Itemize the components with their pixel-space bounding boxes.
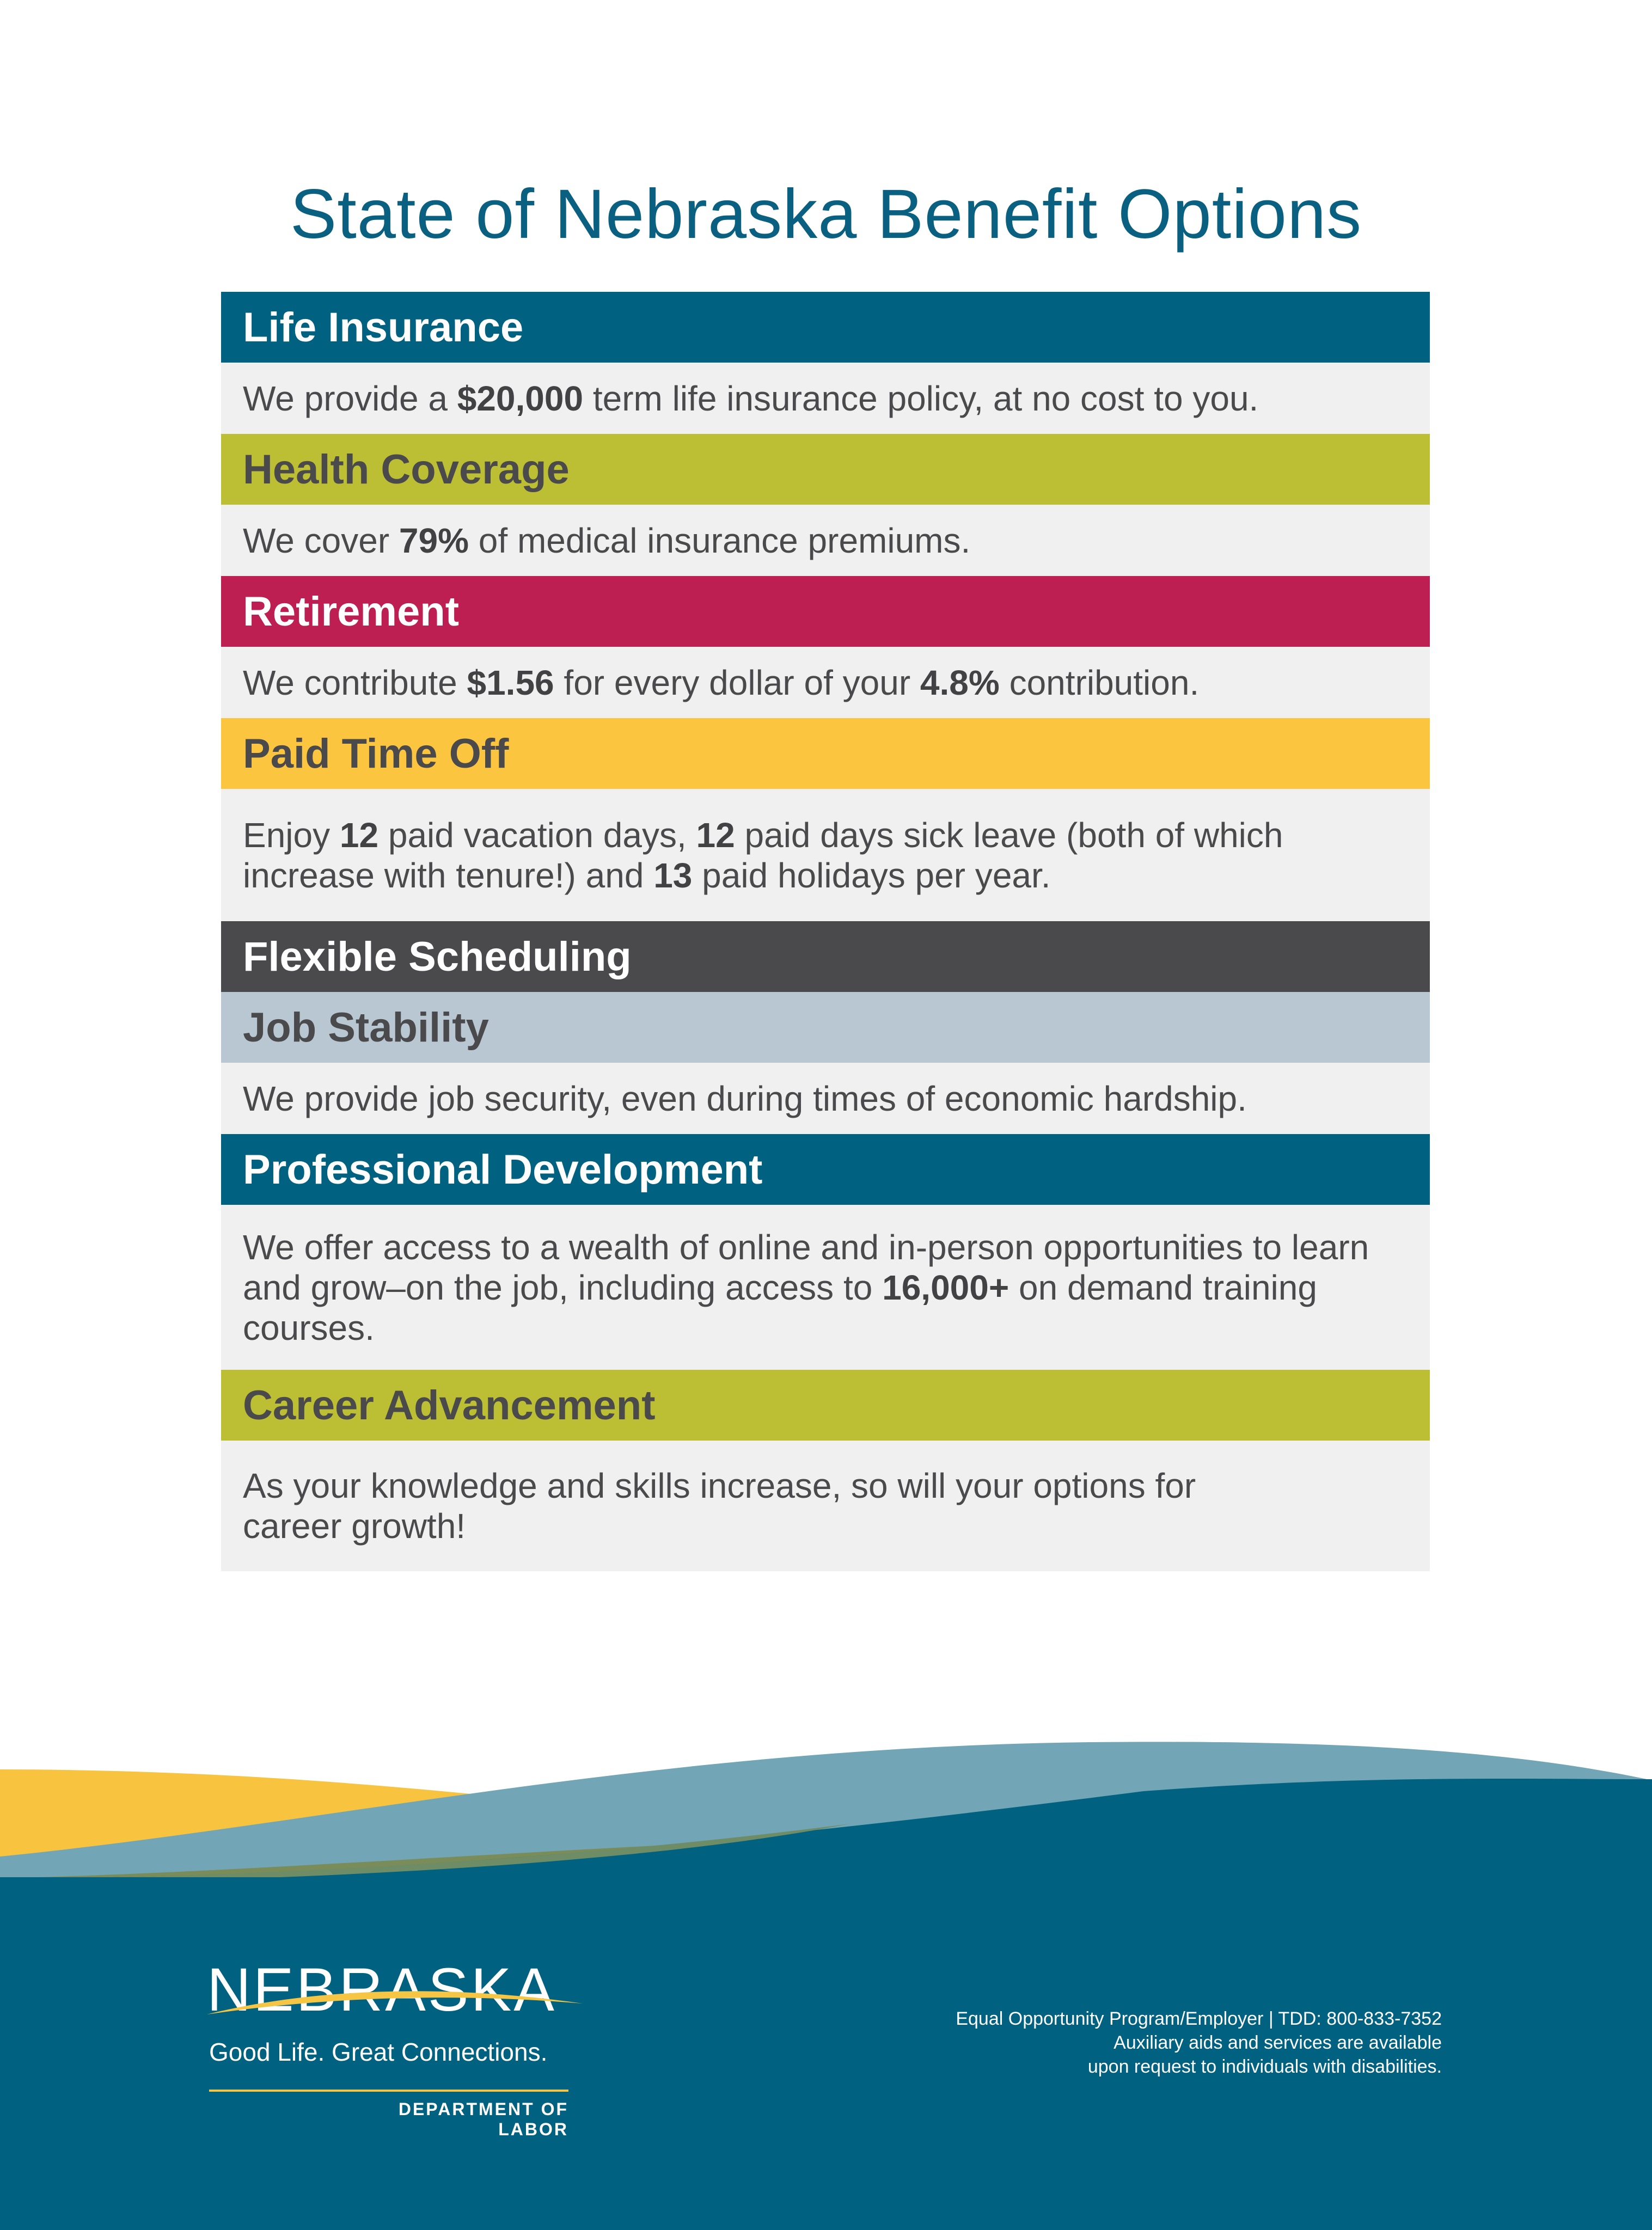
flexible-scheduling-heading: Flexible Scheduling — [221, 921, 1430, 992]
department-label: DEPARTMENT OF LABOR — [398, 2099, 568, 2139]
paid-time-off-heading: Paid Time Off — [221, 718, 1430, 789]
legal-notice — [956, 2007, 1442, 2079]
career-advancement-text: As your knowledge and skills increase, so will your options for career growth! — [221, 1441, 1430, 1571]
tagline: Good Life. Great Connections. — [209, 2038, 548, 2066]
health-coverage-heading: Health Coverage — [221, 434, 1430, 505]
professional-development-text: We offer access to a wealth of online and in-person opportunities to learn and grow–on the job, including access to 16,000+ on demand training courses. — [221, 1205, 1430, 1370]
logo-divider — [209, 2090, 568, 2092]
paid-time-off-text: Enjoy 12 paid vacation days, 12 paid days sick leave (both of which increase with tenure!) and 13 paid holidays per year. — [221, 789, 1430, 921]
life-insurance-heading: Life Insurance — [221, 292, 1430, 363]
legal-line-2: Auxiliary aids and services are available — [1113, 2032, 1442, 2053]
retirement-heading: Retirement — [221, 576, 1430, 647]
life-insurance-text: We provide a $20,000 term life insurance policy, at no cost to you. — [221, 363, 1430, 434]
legal-line-3: upon request to individuals with disabilities. — [1087, 2056, 1442, 2077]
benefit-list — [221, 292, 1430, 1571]
professional-development-heading: Professional Development — [221, 1134, 1430, 1205]
career-advancement-heading: Career Advancement — [221, 1370, 1430, 1441]
job-stability-text: We provide job security, even during times of economic hardship. — [221, 1063, 1430, 1134]
logo-swoosh-icon — [207, 1982, 588, 2020]
nebraska-logo: NEBRASKA — [207, 1956, 556, 2024]
page-title: State of Nebraska Benefit Options — [290, 175, 1362, 253]
health-coverage-text: We cover 79% of medical insurance premiums. — [221, 505, 1430, 576]
job-stability-heading: Job Stability — [221, 992, 1430, 1063]
legal-line-1: Equal Opportunity Program/Employer | TDD: 800-833-7352 — [956, 2008, 1442, 2029]
retirement-text: We contribute $1.56 for every dollar of your 4.8% contribution. — [221, 647, 1430, 718]
